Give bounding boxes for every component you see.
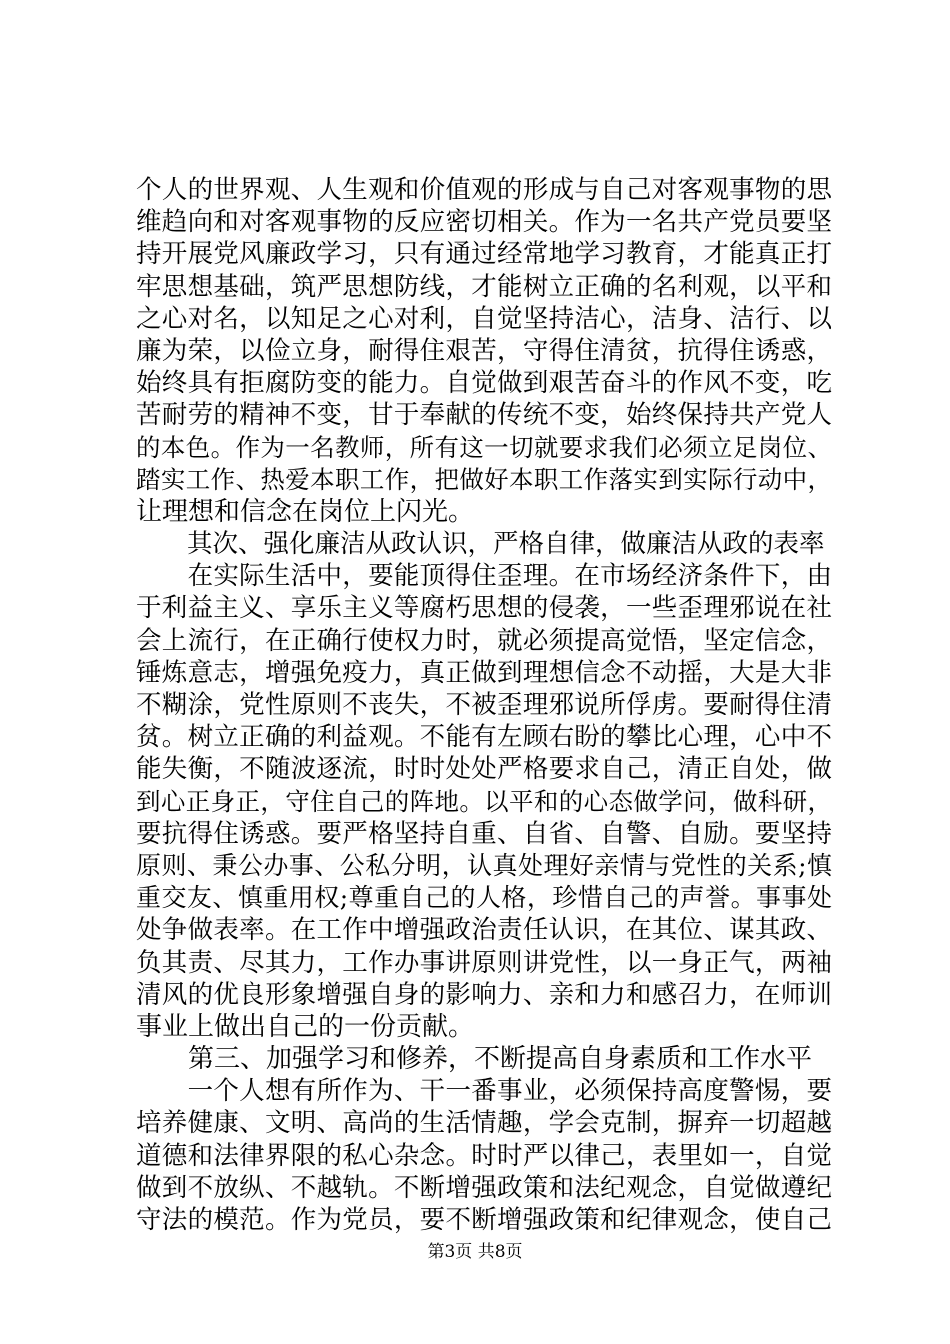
- text-line: 第三、加强学习和修养，不断提高自身素质和工作水平: [136, 1044, 813, 1075]
- text-line: 守法的模范。作为党员，要不断增强政策和纪律观念，使自己: [136, 1205, 832, 1235]
- text-line: 不糊涂，党性原则不丧失，不被歪理邪说所俘虏。要耐得住清: [136, 690, 832, 720]
- text-line: 清风的优良形象增强自身的影响力、亲和力和感召力，在师训: [136, 979, 832, 1010]
- text-line: 负其责、尽其力，工作办事讲原则讲党性，以一身正气，两袖: [136, 947, 832, 978]
- text-line: 让理想和信念在岗位上闪光。: [136, 496, 475, 527]
- text-line: 于利益主义、享乐主义等腐朽思想的侵袭，一些歪理邪说在社: [136, 593, 832, 624]
- text-line: 个人的世界观、人生观和价值观的形成与自己对客观事物的思: [136, 175, 832, 205]
- text-line: 始终具有拒腐防变的能力。自觉做到艰苦奋斗的作风不变，吃: [136, 368, 832, 399]
- text-line: 道德和法律界限的私心杂念。时时严以律己，表里如一，自觉: [136, 1140, 832, 1171]
- text-line: 牢思想基础，筑严思想防线，才能树立正确的名利观，以平和: [136, 271, 832, 302]
- text-line: 贫。树立正确的利益观。不能有左顾右盼的攀比心理，心中不: [136, 722, 832, 753]
- text-line: 会上流行，在正确行使权力时，就必须提高觉悟，坚定信念，: [136, 625, 832, 656]
- text-line: 苦耐劳的精神不变，甘于奉献的传统不变，始终保持共产党人: [136, 400, 832, 431]
- text-line: 到心正身正，守住自己的阵地。以平和的心态做学问，做科研，: [136, 786, 832, 816]
- text-line: 培养健康、文明、高尚的生活情趣，学会克制，摒弃一切超越: [136, 1108, 832, 1139]
- text-line: 持开展党风廉政学习，只有通过经常地学习教育，才能真正打: [136, 239, 832, 270]
- text-line: 廉为荣，以俭立身，耐得住艰苦，守得住清贫，抗得住诱惑，: [136, 335, 832, 366]
- body-text: [136, 174, 832, 1236]
- text-line: 做到不放纵、不越轨。不断增强政策和法纪观念，自觉做遵纪: [136, 1172, 832, 1203]
- text-line: 之心对名，以知足之心对利，自觉坚持洁心，洁身、洁行、以: [136, 303, 832, 334]
- text-line: 维趋向和对客观事物的反应密切相关。作为一名共产党员要坚: [136, 207, 832, 238]
- page-footer: 第3页 共8页: [427, 1242, 523, 1262]
- text-line: 要抗得住诱惑。要严格坚持自重、自省、自警、自励。要坚持: [136, 818, 832, 849]
- text-line: 锤炼意志，增强免疫力，真正做到理想信念不动摇，大是大非: [136, 657, 832, 688]
- text-line: 原则、秉公办事、公私分明，认真处理好亲情与党性的关系;慎: [136, 850, 832, 880]
- text-line: 一个人想有所作为、干一番事业，必须保持高度警惕，要: [136, 1076, 832, 1107]
- text-line: 踏实工作、热爱本职工作，把做好本职工作落实到实际行动中，: [136, 464, 832, 494]
- text-line: 其次、强化廉洁从政认识，严格自律，做廉洁从政的表率: [136, 529, 825, 560]
- text-line: 在实际生活中，要能顶得住歪理。在市场经济条件下，由: [136, 561, 832, 592]
- text-line: 能失衡，不随波逐流，时时处处严格要求自己，清正自处，做: [136, 754, 832, 785]
- text-line: 处争做表率。在工作中增强政治责任认识，在其位、谋其政、: [136, 915, 832, 946]
- text-line: 的本色。作为一名教师，所有这一切就要求我们必须立足岗位、: [136, 432, 832, 462]
- text-line: 事业上做出自己的一份贡献。: [136, 1011, 475, 1042]
- text-line: 重交友、慎重用权;尊重自己的人格，珍惜自己的声誉。事事处: [136, 883, 832, 913]
